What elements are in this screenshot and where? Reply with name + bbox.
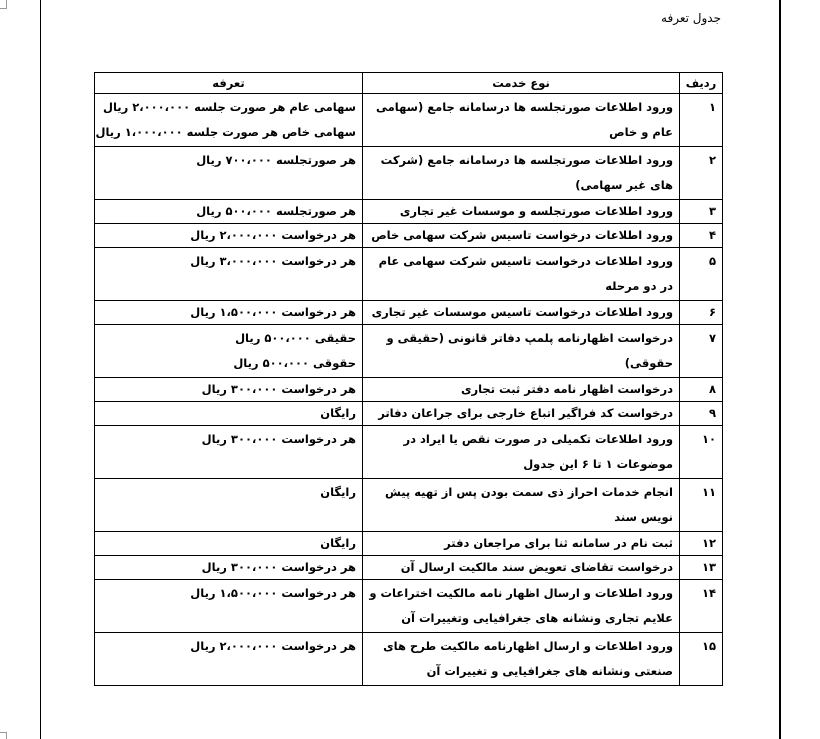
tariff-line: رایگان (320, 406, 356, 420)
row-number-cell: ۵ (680, 248, 723, 301)
tariff-line: حقوقی ۵۰۰،۰۰۰ ریال (233, 356, 356, 370)
row-number-cell: ۱۵ (680, 633, 723, 686)
table-row (95, 426, 723, 479)
page-corner-mark-bottom (0, 732, 7, 739)
service-cell: ثبت نام در سامانه ثنا برای مراجعان دفتر (363, 532, 680, 556)
tariff-line: هر درخواست ۳۰۰،۰۰۰ ریال (201, 560, 356, 574)
table-row (95, 532, 723, 556)
tariff-table (94, 72, 723, 686)
page-border-left (40, 0, 41, 739)
row-number-cell: ۴ (680, 224, 723, 248)
tariff-cell (95, 426, 363, 479)
header-row-number: ردیف (680, 73, 723, 94)
tariff-cell (95, 224, 363, 248)
page-border-right (779, 0, 781, 739)
tariff-cell (95, 248, 363, 301)
service-cell: ورود اطلاعات و ارسال اظهارنامه مالکیت طرح های صنعتی ونشانه های جغرافیایی و تغییرات آن (363, 633, 680, 686)
service-cell: درخواست کد فراگیر اتباع خارجی برای جراعان دفاتر (363, 402, 680, 426)
table-row (95, 248, 723, 301)
tariff-line: هر درخواست ۳۰۰،۰۰۰ ریال (201, 432, 356, 446)
row-number-cell: ۷ (680, 325, 723, 378)
row-number-cell: ۲ (680, 147, 723, 200)
row-number-cell: ۳ (680, 200, 723, 224)
tariff-line: هر درخواست ۱،۵۰۰،۰۰۰ ریال (190, 305, 356, 319)
tariff-line: هر درخواست ۳،۰۰۰،۰۰۰ ریال (190, 254, 356, 268)
tariff-cell (95, 402, 363, 426)
document-title: جدول تعرفه (661, 11, 721, 25)
tariff-cell (95, 147, 363, 200)
table-row (95, 633, 723, 686)
tariff-line: هر صورتجلسه ۵۰۰،۰۰۰ ریال (196, 204, 356, 218)
service-cell: ورود اطلاعات صورتجلسه ها درسامانه جامع (سهامی عام و خاص (363, 94, 680, 147)
tariff-cell (95, 378, 363, 402)
tariff-line: هر درخواست ۱،۵۰۰،۰۰۰ ریال (190, 586, 356, 600)
table-row (95, 94, 723, 147)
tariff-line: هر درخواست ۲،۰۰۰،۰۰۰ ریال (190, 639, 356, 653)
header-service-type: نوع خدمت (363, 73, 680, 94)
tariff-line: سهامی خاص هر صورت جلسه ۱،۰۰۰،۰۰۰ ریال (95, 125, 356, 139)
row-number-cell: ۸ (680, 378, 723, 402)
tariff-cell (95, 479, 363, 532)
service-cell: ورود اطلاعات درخواست تاسیس شرکت سهامی عام در دو مرحله (363, 248, 680, 301)
service-cell: ورود اطلاعات و ارسال اظهار نامه مالکیت اختراعات و علایم تجاری ونشانه های جغرافیایی وتغییرات آن (363, 580, 680, 633)
row-number-cell: ۱۴ (680, 580, 723, 633)
tariff-line: حقیقی ۵۰۰،۰۰۰ ریال (235, 331, 356, 345)
row-number-cell: ۹ (680, 402, 723, 426)
row-number-cell: ۱۱ (680, 479, 723, 532)
tariff-cell (95, 556, 363, 580)
tariff-cell (95, 580, 363, 633)
tariff-line: رایگان (320, 536, 356, 550)
table-header-row (95, 73, 723, 94)
table-row (95, 402, 723, 426)
tariff-line: رایگان (320, 485, 356, 499)
row-number-cell: ۱ (680, 94, 723, 147)
table-row (95, 378, 723, 402)
table-row (95, 224, 723, 248)
row-number-cell: ۱۰ (680, 426, 723, 479)
table-row (95, 147, 723, 200)
table-row (95, 301, 723, 325)
service-cell: ورود اطلاعات صورتجلسه و موسسات غیر تجاری (363, 200, 680, 224)
row-number-cell: ۶ (680, 301, 723, 325)
tariff-cell (95, 633, 363, 686)
service-cell: درخواست تقاضای تعویض سند مالکیت ارسال آن (363, 556, 680, 580)
tariff-cell (95, 94, 363, 147)
table-row (95, 556, 723, 580)
header-tariff: تعرفه (95, 73, 363, 94)
tariff-cell (95, 301, 363, 325)
table-row (95, 325, 723, 378)
row-number-cell: ۱۲ (680, 532, 723, 556)
table-row (95, 200, 723, 224)
table-row (95, 479, 723, 532)
table-body (95, 94, 723, 686)
tariff-line: هر درخواست ۲،۰۰۰،۰۰۰ ریال (190, 228, 356, 242)
tariff-line: هر درخواست ۳۰۰،۰۰۰ ریال (201, 382, 356, 396)
row-number-cell: ۱۳ (680, 556, 723, 580)
table-row (95, 580, 723, 633)
service-cell: ورود اطلاعات تکمیلی در صورت نقص یا ایراد در موضوعات ۱ تا ۶ این جدول (363, 426, 680, 479)
service-cell: درخواست اظهار نامه دفتر ثبت تجاری (363, 378, 680, 402)
service-cell: ورود اطلاعات درخواست تاسیس شرکت سهامی خاص (363, 224, 680, 248)
tariff-cell (95, 532, 363, 556)
service-cell: ورود اطلاعات صورتجلسه ها درسامانه جامع (شرکت های غیر سهامی) (363, 147, 680, 200)
tariff-cell (95, 200, 363, 224)
tariff-line: هر صورتجلسه ۷۰۰،۰۰۰ ریال (196, 153, 356, 167)
service-cell: انجام خدمات احراز ذی سمت بودن پس از تهیه پیش نویس سند (363, 479, 680, 532)
page-corner-mark (0, 0, 7, 9)
tariff-line: سهامی عام هر صورت جلسه ۲،۰۰۰،۰۰۰ ریال (102, 100, 356, 114)
service-cell: درخواست اظهارنامه پلمپ دفاتر قانونی (حقیقی و حقوقی) (363, 325, 680, 378)
tariff-cell (95, 325, 363, 378)
service-cell: ورود اطلاعات درخواست تاسیس موسسات غیر تجاری (363, 301, 680, 325)
